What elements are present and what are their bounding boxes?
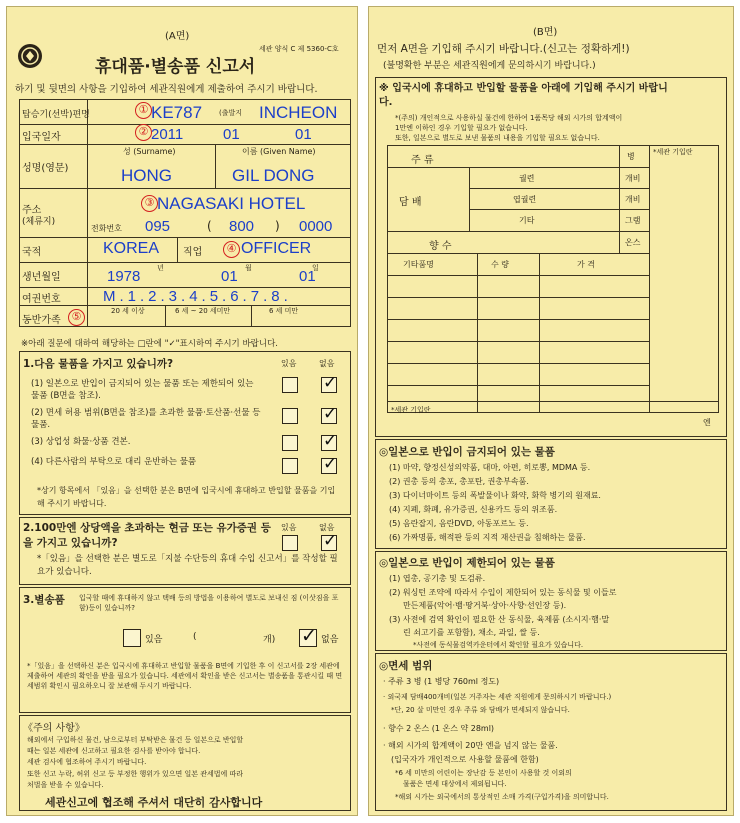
q1-item-3: (3) 상업성 화물·상품 견본. xyxy=(31,437,131,447)
restricted-item-2b: 만든제품(악어·뱀·땅거북·상아·사향·선인장 등). xyxy=(403,601,567,610)
yen-label: 엔 xyxy=(703,418,711,427)
form-code: 세관 양식 C 제 5360-C호 xyxy=(259,45,339,53)
q1-item-1: (1) 일본으로 반입이 금지되어 있는 물품 또는 제한되어 있는 물품 (B면을 참조). xyxy=(31,379,254,401)
checkmark-icon: ✓ xyxy=(323,373,338,393)
family-age-6to20: 6 세 ~ 20 세미만 xyxy=(175,307,231,315)
declare-note-1: *(주의) 개인적으로 사용하실 물건에 한하여 1품목당 해외 시가의 합계액이 xyxy=(395,114,623,122)
nationality-label: 국적 xyxy=(22,247,42,258)
q1-item4-yes-checkbox[interactable] xyxy=(282,458,298,474)
phone-field-3[interactable]: 0000 xyxy=(299,218,333,235)
q2-yes-checkbox[interactable] xyxy=(282,535,298,551)
allowance-title: ◎면세 범위 xyxy=(379,660,433,672)
marker-4: ④ xyxy=(223,241,240,258)
q3-title: 3.별송품 xyxy=(23,594,65,606)
unit-cigar: 개비 xyxy=(625,195,641,204)
q2-note: *「있음」을 선택한 분은 별도로「지불 수단등의 휴대 수입 신고서」를 작성할 필요가 있습니다. xyxy=(37,554,338,577)
given-name-label: 이름 (Given Name) xyxy=(242,147,316,156)
row-cigar: 엽궐련 xyxy=(513,195,537,204)
q1-item4-no-checkbox[interactable] xyxy=(321,454,338,474)
entry-year-field[interactable]: 2011 xyxy=(151,126,184,143)
marker-3: ③ xyxy=(141,195,158,212)
given-name-field[interactable]: GIL DONG xyxy=(232,166,315,185)
unit-gram: 그램 xyxy=(625,216,641,225)
prohibited-item-6: (6) 가짜명품, 해적판 등의 지적 재산권을 침해하는 물품. xyxy=(389,533,586,542)
allowance-item-1: · 주류 3 병 (1 병당 760ml 정도) xyxy=(383,677,500,686)
side-b-label: (B면) xyxy=(533,27,558,38)
q3-no-checkbox[interactable] xyxy=(299,625,317,647)
departure-label: (출발지 xyxy=(219,109,243,117)
prohibited-item-3: (3) 다이너마이트 등의 폭발물이나 화약, 화학 병기의 원재료. xyxy=(389,491,601,500)
q2-no-label: 없음 xyxy=(319,523,335,532)
q1-item1-yes-checkbox[interactable] xyxy=(282,377,298,393)
phone-field-1[interactable]: 095 xyxy=(145,218,171,235)
side-a-label: (A면) xyxy=(165,31,190,42)
restricted-item-1: (1) 엽총, 공기총 및 도검류. xyxy=(389,574,486,583)
q1-item2-no-checkbox[interactable] xyxy=(321,404,338,424)
q2-title: 2.100만엔 상당액을 초과하는 현금 또는 유가증권 등을 가지고 있습니까? xyxy=(23,522,271,549)
col-liquor: 주 류 xyxy=(411,155,434,166)
restricted-item-2: (2) 워싱턴 조약에 따라서 수입이 제한되어 있는 동식물 및 이들로 xyxy=(389,588,617,597)
form-title: 휴대품·별송품 신고서 xyxy=(95,57,256,77)
flight-label: 탑승기(선박)편명 xyxy=(22,110,90,120)
nationality-field[interactable]: KOREA xyxy=(103,240,160,257)
q3-desc: 입국할 때에 휴대하지 않고 택배 등의 방법을 이용하여 별도로 보내신 짐 (이삿짐을 포함)등이 있습니까? xyxy=(79,594,339,612)
allowance-item-5: · 해외 시가의 합계액이 20만 엔을 넘지 않는 물품. xyxy=(383,741,558,750)
allowance-item-6: (입국자가 개인적으로 사용할 물품에 한함) xyxy=(391,755,539,764)
row-cigarette: 궐련 xyxy=(519,174,535,183)
marker-2: ② xyxy=(135,124,152,141)
checkmark-icon: ✓ xyxy=(323,431,338,451)
tobacco-label: 담 배 xyxy=(399,197,422,208)
col-bottle: 병 xyxy=(627,152,635,161)
side-b-header-2: (불명확한 부분은 세관직원에게 문의하시기 바랍니다.) xyxy=(383,61,596,71)
check-instruction: ※아래 질문에 대하여 해당하는 □란에 "✓"표시하여 주시기 바랍니다. xyxy=(21,339,278,349)
phone-label: 전화번호 xyxy=(91,224,122,233)
allowance-item-7: *6 세 미만의 어린이는 장난감 등 본인이 사용할 것 이외의 xyxy=(395,769,572,777)
family-label: 동반가족 xyxy=(22,315,61,326)
col-quantity: 수 량 xyxy=(491,260,509,269)
prohibited-item-4: (4) 지폐, 화폐, 유가증권, 신용카드 등의 위조품. xyxy=(389,505,558,514)
entry-month-field[interactable]: 01 xyxy=(223,126,240,143)
year-hint: 년 xyxy=(157,264,164,272)
entry-date-label: 입국일자 xyxy=(22,132,61,143)
form-side-a xyxy=(6,6,358,816)
birth-day-field[interactable]: 01 xyxy=(299,268,316,285)
notice-closing: 세관신고에 협조해 주셔서 대단히 감사합니다 xyxy=(45,796,263,809)
restricted-title: ◎일본으로 반입이 제한되어 있는 물품 xyxy=(379,557,555,569)
customs-emblem-icon xyxy=(17,43,43,73)
q1-item-4: (4) 다른사람의 부탁으로 대리 운반하는 물품 xyxy=(31,457,197,467)
goods-table xyxy=(387,145,719,413)
allowance-item-3: *단, 20 살 미만인 경우 주류 와 담배가 면세되지 않습니다. xyxy=(391,706,570,714)
occupation-label: 직업 xyxy=(183,247,203,258)
q3-note: *「있음」을 선택하신 분은 입국시에 휴대하고 반입할 물품을 B면에 기입한 후 이 신고서를 2장 세관에 제출하여 세관의 확인을 받을 필요가 있습니다. 세관에서 확인을 받은 신고서는 별송품을 통관시킬 때 면세범위 확인시 필요하오니 잘 보관해 두시기 바랍니다. xyxy=(27,662,343,690)
checkmark-icon: ✓ xyxy=(323,404,338,424)
checkmark-icon: ✓ xyxy=(301,625,317,647)
name-label: 성명(영문) xyxy=(22,163,69,174)
checkmark-icon: ✓ xyxy=(323,454,338,474)
phone-paren-close: ) xyxy=(275,219,280,233)
birth-month-field[interactable]: 01 xyxy=(221,268,238,285)
passport-field[interactable]: M.1.2.3.4.5.6.7.8. xyxy=(103,288,292,305)
col-other-item: 기타품명 xyxy=(403,260,434,269)
q3-count-open: ( xyxy=(193,632,197,642)
day-hint: 일 xyxy=(312,264,319,272)
restricted-item-3: (3) 사전에 검역 확인이 필요한 산 동식물, 육제품 (소시지·햄·말 xyxy=(389,615,610,624)
birth-date-label: 생년월일 xyxy=(22,272,61,283)
prohibited-item-1: (1) 마약, 향정신성의약품, 대마, 아편, 히로뽕, MDMA 등. xyxy=(389,463,591,472)
q2-no-checkbox[interactable] xyxy=(321,531,338,551)
passport-label: 여권번호 xyxy=(22,294,61,305)
surname-label: 성 (Surname) xyxy=(123,147,176,156)
q1-yes-label: 있음 xyxy=(281,359,297,368)
allowance-item-2: · 외국제 담배400개비(일본 거주자는 세관 직원에게 문의하시기 바랍니다.) xyxy=(383,693,612,701)
notice-line-2: 때는 일본 세관에 신고하고 필요한 검사를 받아야 합니다. xyxy=(27,747,201,755)
side-b-header-1: 먼저 A면을 기입해 주시기 바랍니다.(신고는 정확하게!) xyxy=(377,43,630,55)
departure-field[interactable]: INCHEON xyxy=(259,103,338,122)
month-hint: 월 xyxy=(245,264,252,272)
marker-5: ⑤ xyxy=(68,309,85,326)
allowance-item-4: · 향수 2 온스 (1 온스 약 28ml) xyxy=(383,724,495,733)
official-use-top: *세관 기입란 xyxy=(653,148,693,156)
phone-paren: ( xyxy=(207,219,212,233)
q3-count-close: 개) xyxy=(263,635,276,645)
q3-yes-label: 있음 xyxy=(145,635,163,645)
family-age-under6: 6 세 미만 xyxy=(269,307,299,315)
notice-line-3: 세관 검사에 협조하여 주시기 바랍니다. xyxy=(27,758,147,766)
restricted-note: *사전에 동식물검역카운터에서 확인할 필요가 있습니다. xyxy=(413,641,584,649)
declare-title: ※ 입국시에 휴대하고 반입할 물품을 아래에 기입해 주시기 바랍니다. xyxy=(379,83,668,108)
flight-number-field[interactable]: KE787 xyxy=(151,103,203,122)
q1-item1-no-checkbox[interactable] xyxy=(321,373,338,393)
form-instruction: 하기 및 뒷면의 사항을 기입하여 세관직원에게 제출하여 주시기 바랍니다. xyxy=(15,84,318,95)
form-side-b xyxy=(368,6,734,816)
q2-yes-label: 있음 xyxy=(281,523,297,532)
q1-no-label: 없음 xyxy=(319,359,335,368)
occupation-field[interactable]: OFFICER xyxy=(241,240,312,257)
q1-item3-no-checkbox[interactable] xyxy=(321,431,338,451)
declare-note-2: 1만엔 이하인 경우 기입할 필요가 없습니다. xyxy=(395,124,528,132)
entry-day-field[interactable]: 01 xyxy=(295,126,312,143)
q1-item-2: (2) 면세 허용 범위(B면을 참조)를 초과한 물품·토산품·선물 등 물품. xyxy=(31,408,261,430)
q1-note: *상기 항목에서 「있음」을 선택한 분은 B면에 입국시에 휴대하고 반입할 물품을 기입해 주시기 바랍니다. xyxy=(37,486,336,508)
restricted-item-3b: 린 쇠고기를 포함함), 채소, 과일, 쌀 등. xyxy=(403,628,540,637)
unit-cigarette: 개비 xyxy=(625,174,641,183)
address-field[interactable]: NAGASAKI HOTEL xyxy=(157,194,306,213)
q1-title: 1.다음 물품을 가지고 있습니까? xyxy=(23,358,174,370)
prohibited-title: ◎일본으로 반입이 금지되어 있는 물품 xyxy=(379,446,555,458)
notice-title: 《주의 사항》 xyxy=(23,723,85,734)
unit-ounce: 온스 xyxy=(625,238,641,247)
prohibited-item-5: (5) 음란잡지, 음란DVD, 아동포르노 등. xyxy=(389,519,529,528)
prohibited-item-2: (2) 권총 등의 총포, 총포탄, 권총부속품. xyxy=(389,477,529,486)
allowance-item-8: 물품은 면세 대상에서 제외됩니다. xyxy=(403,780,507,788)
notice-line-1: 해외에서 구입하신 물건, 남으로부터 부탁받은 물건 등 일본으로 반입할 xyxy=(27,736,244,744)
notice-line-5: 처벌을 받을 수 있습니다. xyxy=(27,781,104,789)
q3-yes-checkbox[interactable] xyxy=(123,629,141,647)
q1-item2-yes-checkbox[interactable] xyxy=(282,408,298,424)
row-other: 기타 xyxy=(519,216,535,225)
row-perfume: 향 수 xyxy=(429,241,452,252)
birth-year-field[interactable]: 1978 xyxy=(107,268,141,285)
notice-line-4: 또한 신고 누락, 허위 신고 등 부정한 행위가 있으면 일본 관세법에 따라 xyxy=(27,770,244,778)
surname-field[interactable]: HONG xyxy=(121,166,172,185)
address-sub-label: (체류지) xyxy=(22,217,56,227)
marker-1: ① xyxy=(135,102,152,119)
address-label: 주소 xyxy=(22,205,42,216)
declare-note-3: 또한, 일본으로 별도로 보낸 물품의 내용을 기입할 필요도 없습니다. xyxy=(395,134,600,142)
family-age-20plus: 20 세 이상 xyxy=(111,307,145,315)
phone-field-2[interactable]: 800 xyxy=(229,218,255,235)
col-price: 가 격 xyxy=(577,260,595,269)
q3-no-label: 없음 xyxy=(321,635,339,645)
official-use-bottom: *세관 기입란 xyxy=(391,406,431,414)
allowance-item-9: *해외 시가는 외국에서의 통상적인 소매 가격(구입가격)을 의미합니다. xyxy=(395,793,609,801)
checkmark-icon: ✓ xyxy=(323,531,338,551)
q1-item3-yes-checkbox[interactable] xyxy=(282,435,298,451)
